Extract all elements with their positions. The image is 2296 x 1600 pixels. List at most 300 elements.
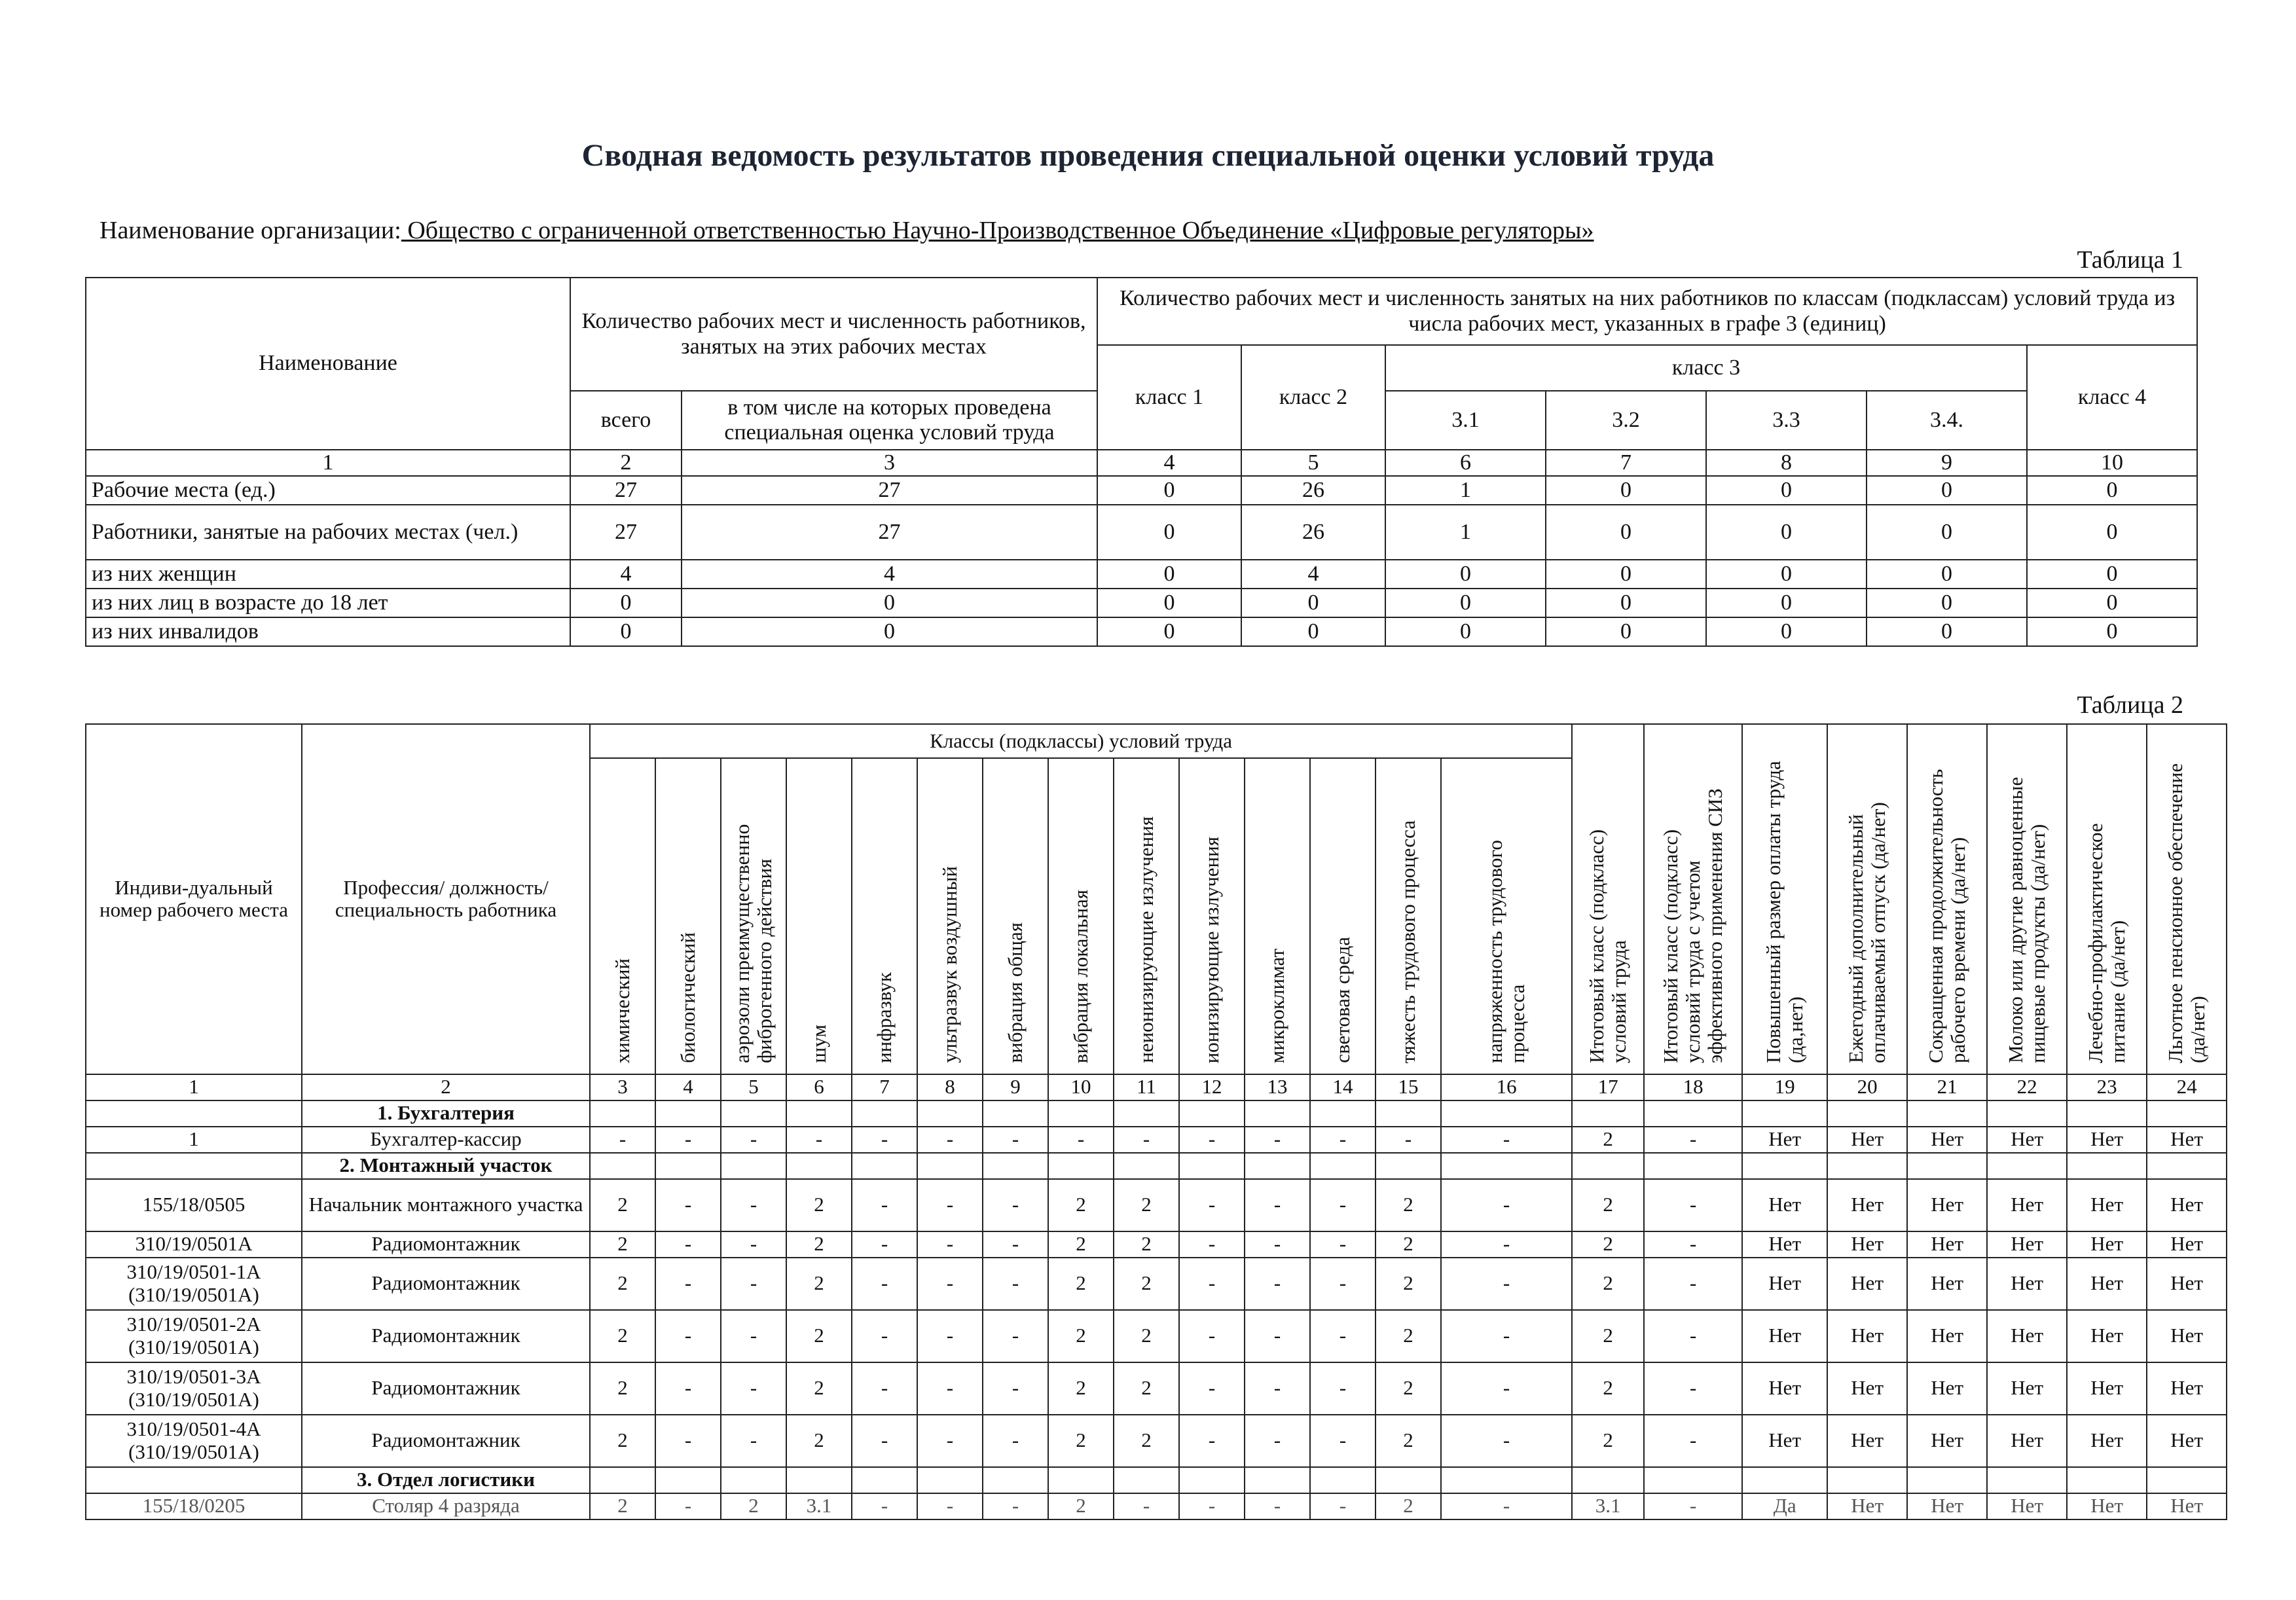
empty-cell [1114,1153,1179,1179]
empty-cell [1179,1467,1245,1493]
column-number: 3 [682,450,1097,476]
cell-value: - [1644,1127,1742,1153]
table-row [86,476,2197,505]
cell-value: Нет [1742,1310,1827,1362]
cell-value: - [983,1415,1048,1467]
empty-cell [2147,1153,2227,1179]
cell-value: Нет [1907,1362,1987,1415]
cell-value: 2 [721,1493,786,1519]
profession: Бухгалтер-кассир [302,1127,590,1153]
row-label: из них лиц в возрасте до 18 лет [86,589,570,617]
table-row [86,1179,2227,1231]
column-number: 11 [1114,1074,1179,1100]
column-number: 5 [1241,450,1385,476]
cell-value: 2 [1048,1415,1114,1467]
cell-value: 0 [2027,560,2197,589]
table2-caption: Таблица 2 [2077,691,2183,719]
section-row [86,1153,2227,1179]
cell-value: - [655,1179,721,1231]
empty-cell [1310,1153,1376,1179]
cell-value: - [655,1493,721,1519]
table-row [86,1231,2227,1258]
empty-cell [1310,1467,1376,1493]
empty-cell [786,1467,852,1493]
empty-cell [917,1100,983,1127]
cell-value: 0 [2027,617,2197,646]
cell-value: - [1114,1127,1179,1153]
cell-value: 2 [1572,1362,1644,1415]
factor-label: тяжесть трудового процесса [1396,820,1419,1063]
cell-value: Нет [1907,1493,1987,1519]
column-number: 10 [1048,1074,1114,1100]
empty-cell [1742,1153,1827,1179]
factor-label: вибрация локальная [1068,889,1092,1063]
extra-label: Итоговый класс (подкласс) условий труда [1585,829,1631,1063]
extra-label: Сокращенная продолжительность рабочего времени (да/нет) [1924,769,1970,1063]
cell-value: 2 [1376,1493,1441,1519]
page-title: Сводная ведомость результатов проведения специальной оценки условий труда [581,138,1715,173]
cell-value: 0 [1097,589,1241,617]
cell-value: - [1644,1310,1742,1362]
empty-cell [917,1467,983,1493]
cell-value: 4 [682,560,1097,589]
extra-label: Льготное пенсионное обеспечение (да/нет) [2164,763,2210,1063]
cell-value: 2 [1048,1258,1114,1310]
header-class3: класс 3 [1385,345,2027,391]
empty-cell [786,1100,852,1127]
cell-value: - [1179,1231,1245,1258]
cell-value: 2 [590,1415,655,1467]
cell-value: Нет [1827,1362,1907,1415]
cell-value: - [655,1415,721,1467]
cell-value: - [655,1310,721,1362]
header-factor [1376,758,1441,1074]
cell-value: Нет [1827,1415,1907,1467]
empty-cell [1827,1153,1907,1179]
table1-caption: Таблица 1 [2077,246,2183,274]
factor-label: инфразвук [872,972,896,1063]
empty-cell [1048,1153,1114,1179]
cell-value: - [1245,1493,1310,1519]
column-number: 18 [1644,1074,1742,1100]
workplace-id: 155/18/0505 [86,1179,302,1231]
empty-cell [1742,1100,1827,1127]
header-extra [1827,724,1907,1074]
column-number: 8 [917,1074,983,1100]
cell-value: Нет [2147,1231,2227,1258]
empty-cell [852,1100,917,1127]
factor-label: биологический [676,932,699,1063]
cell-value: - [1310,1127,1376,1153]
cell-value: Нет [1907,1179,1987,1231]
cell-value: Нет [1827,1231,1907,1258]
cell-value: - [1179,1258,1245,1310]
profession: Радиомонтажник [302,1310,590,1362]
cell-value: 4 [570,560,682,589]
header-name: Наименование [86,278,570,450]
cell-value: 0 [1385,617,1546,646]
empty-cell [1907,1467,1987,1493]
cell-value: - [721,1258,786,1310]
empty-cell [1376,1153,1441,1179]
empty-cell [590,1467,655,1493]
cell-value: Нет [1907,1231,1987,1258]
cell-value: 0 [1706,617,1867,646]
empty-cell [983,1153,1048,1179]
empty-cell [1572,1100,1644,1127]
cell-value: 2 [1114,1310,1179,1362]
empty-cell [786,1153,852,1179]
cell-value: Нет [2147,1127,2227,1153]
column-number: 12 [1179,1074,1245,1100]
cell-value: - [1644,1415,1742,1467]
cell-value: 27 [570,505,682,560]
cell-value: 0 [1546,617,1706,646]
cell-value: 0 [1546,589,1706,617]
cell-value: - [852,1310,917,1362]
column-number: 7 [852,1074,917,1100]
cell-value: - [1441,1310,1572,1362]
column-number: 16 [1441,1074,1572,1100]
cell-value: - [1644,1179,1742,1231]
cell-value: 2 [1572,1415,1644,1467]
cell-value: 0 [1706,476,1867,505]
cell-value: Нет [1827,1127,1907,1153]
factor-label: химический [610,958,634,1063]
cell-value: Нет [1742,1179,1827,1231]
profession: Столяр 4 разряда [302,1493,590,1519]
column-number: 6 [1385,450,1546,476]
cell-value: - [721,1415,786,1467]
cell-value: 2 [1572,1127,1644,1153]
header-factor [1245,758,1310,1074]
table-row [86,1415,2227,1467]
cell-value: - [786,1127,852,1153]
cell-value: - [655,1258,721,1310]
cell-value: Нет [1907,1310,1987,1362]
empty-cell [2147,1100,2227,1127]
empty-cell [86,1153,302,1179]
profession: Радиомонтажник [302,1258,590,1310]
header-total: всего [570,391,682,450]
cell-value: - [1310,1258,1376,1310]
cell-value: Нет [1742,1415,1827,1467]
cell-value: 0 [1546,560,1706,589]
section-title: 1. Бухгалтерия [302,1100,590,1127]
header-factor [721,758,786,1074]
cell-value: - [721,1127,786,1153]
column-number: 22 [1987,1074,2067,1100]
empty-cell [721,1153,786,1179]
workplace-id: 310/19/0501-3А (310/19/0501А) [86,1362,302,1415]
cell-value: - [1310,1310,1376,1362]
cell-value: 2 [1572,1258,1644,1310]
cell-value: - [1179,1415,1245,1467]
cell-value: 27 [682,476,1097,505]
empty-cell [1644,1153,1742,1179]
column-number: 13 [1245,1074,1310,1100]
cell-value: Нет [2067,1415,2147,1467]
header-factor [1441,758,1572,1074]
empty-cell [1245,1100,1310,1127]
section-title: 2. Монтажный участок [302,1153,590,1179]
cell-value: 2 [1376,1415,1441,1467]
cell-value: - [655,1231,721,1258]
cell-value: 2 [1376,1231,1441,1258]
cell-value: Нет [1987,1362,2067,1415]
table-row [86,1362,2227,1415]
cell-value: 0 [1706,560,1867,589]
empty-cell [2067,1100,2147,1127]
cell-value: - [983,1310,1048,1362]
empty-cell [1310,1100,1376,1127]
header-evaluated: в том числе на которых проведена специальная оценка условий труда [682,391,1097,450]
cell-value: - [1245,1415,1310,1467]
cell-value: Нет [1742,1127,1827,1153]
cell-value: Нет [1827,1179,1907,1231]
cell-value: 2 [1114,1258,1179,1310]
extra-label: Лечебно-профилактическое питание (да/нет) [2084,823,2130,1063]
empty-cell [1245,1467,1310,1493]
header-extra [2067,724,2147,1074]
empty-cell [1827,1467,1907,1493]
cell-value: - [1376,1127,1441,1153]
column-number: 9 [983,1074,1048,1100]
cell-value: 0 [1385,589,1546,617]
cell-value: Нет [2067,1179,2147,1231]
cell-value: - [983,1258,1048,1310]
cell-value: Нет [2147,1493,2227,1519]
cell-value: 3.1 [1572,1493,1644,1519]
profession: Радиомонтажник [302,1231,590,1258]
cell-value: 1 [1385,505,1546,560]
table-row [86,1127,2227,1153]
empty-cell [1907,1153,1987,1179]
empty-cell [1742,1467,1827,1493]
cell-value: - [917,1231,983,1258]
cell-value: 27 [682,505,1097,560]
empty-cell [721,1467,786,1493]
cell-value: 2 [1048,1310,1114,1362]
cell-value: - [1179,1362,1245,1415]
header-extra [1644,724,1742,1074]
organization-label: Наименование организации: [100,217,401,244]
cell-value: - [1644,1362,1742,1415]
section-row [86,1100,2227,1127]
header-count: Количество рабочих мест и численность работников, занятых на этих рабочих местах [570,278,1097,391]
cell-value: - [1114,1493,1179,1519]
factor-label: напряженность трудового процесса [1483,840,1529,1063]
header-factor [655,758,721,1074]
empty-cell [1644,1467,1742,1493]
cell-value: Нет [1987,1127,2067,1153]
cell-value: Нет [2067,1493,2147,1519]
cell-value: - [983,1127,1048,1153]
cell-value: 2 [1048,1179,1114,1231]
cell-value: 0 [1385,560,1546,589]
cell-value: - [1245,1258,1310,1310]
cell-value: 2 [1114,1362,1179,1415]
cell-value: 2 [786,1362,852,1415]
workplace-id: 310/19/0501-2А (310/19/0501А) [86,1310,302,1362]
header-classes: Классы (подклассы) условий труда [590,724,1572,758]
cell-value: - [852,1415,917,1467]
empty-cell [1245,1153,1310,1179]
row-label: Работники, занятые на рабочих местах (чел.) [86,505,570,560]
column-number: 21 [1907,1074,1987,1100]
empty-cell [1644,1100,1742,1127]
header-class2: класс 2 [1241,345,1385,450]
empty-cell [1441,1467,1572,1493]
empty-cell [655,1467,721,1493]
cell-value: Нет [1742,1362,1827,1415]
cell-value: Нет [2147,1258,2227,1310]
cell-value: - [655,1362,721,1415]
cell-value: 2 [786,1310,852,1362]
cell-value: - [655,1127,721,1153]
cell-value: 0 [1867,505,2027,560]
empty-cell [1441,1153,1572,1179]
column-number: 20 [1827,1074,1907,1100]
cell-value: Нет [1907,1258,1987,1310]
cell-value: 0 [1706,589,1867,617]
empty-cell [1987,1153,2067,1179]
column-number: 6 [786,1074,852,1100]
empty-cell [1179,1153,1245,1179]
cell-value: - [721,1310,786,1362]
column-number: 14 [1310,1074,1376,1100]
cell-value: - [917,1127,983,1153]
column-number: 19 [1742,1074,1827,1100]
empty-cell [917,1153,983,1179]
factor-label: ультразвук воздушный [938,866,961,1063]
cell-value: 0 [570,617,682,646]
factor-label: ионизирующие излучения [1199,836,1223,1063]
cell-value: 0 [1097,617,1241,646]
cell-value: 0 [2027,505,2197,560]
cell-value: - [917,1258,983,1310]
empty-cell [2067,1153,2147,1179]
header-factor [852,758,917,1074]
row-label: из них женщин [86,560,570,589]
cell-value: 2 [590,1362,655,1415]
cell-value: 0 [1241,589,1385,617]
cell-value: 2 [786,1415,852,1467]
extra-label: Ежегодный дополнительный оплачиваемый отпуск (да/нет) [1844,802,1890,1063]
cell-value: 2 [1376,1310,1441,1362]
cell-value: 26 [1241,476,1385,505]
header-factor [590,758,655,1074]
header-extra [2147,724,2227,1074]
empty-cell [1376,1467,1441,1493]
cell-value: Нет [2067,1258,2147,1310]
cell-value: - [1310,1415,1376,1467]
workplace-id: 1 [86,1127,302,1153]
cell-value: Нет [2067,1231,2147,1258]
cell-value: 0 [682,589,1097,617]
row-label: из них инвалидов [86,617,570,646]
empty-cell [1376,1100,1441,1127]
cell-value: Нет [1907,1127,1987,1153]
cell-value: - [1644,1231,1742,1258]
cell-value: 2 [1048,1231,1114,1258]
cell-value: 0 [1097,505,1241,560]
cell-value: Нет [1827,1310,1907,1362]
cell-value: 2 [1572,1310,1644,1362]
empty-cell [1827,1100,1907,1127]
cell-value: - [917,1179,983,1231]
cell-value: 0 [570,589,682,617]
header-extra [1742,724,1827,1074]
cell-value: 2 [1048,1493,1114,1519]
cell-value: Нет [1827,1258,1907,1310]
cell-value: Нет [2067,1127,2147,1153]
cell-value: - [721,1362,786,1415]
cell-value: Нет [1742,1258,1827,1310]
cell-value: 0 [1097,560,1241,589]
cell-value: 0 [1241,617,1385,646]
column-number: 24 [2147,1074,2227,1100]
cell-value: - [983,1493,1048,1519]
header-extra [1907,724,1987,1074]
empty-cell [983,1100,1048,1127]
empty-cell [1907,1100,1987,1127]
header-extra [1572,724,1644,1074]
cell-value: 3.1 [786,1493,852,1519]
cell-value: 2 [1114,1179,1179,1231]
factor-label: световая среда [1330,937,1354,1063]
workplace-id: 155/18/0205 [86,1493,302,1519]
column-number: 2 [302,1074,590,1100]
cell-value: - [721,1179,786,1231]
table-row [86,505,2197,560]
header-class-3-1: 3.1 [1385,391,1546,450]
cell-value: - [917,1310,983,1362]
column-number: 4 [655,1074,721,1100]
factor-label: шум [807,1025,830,1063]
header-workplace-id: Индиви-дуальный номер рабочего места [86,724,302,1074]
cell-value: - [1644,1258,1742,1310]
header-profession: Профессия/ должность/ специальность работника [302,724,590,1074]
cell-value: 27 [570,476,682,505]
organization-name: Общество с ограниченной ответственностью Научно-Производственное Объединение «Цифровые регуляторы» [401,217,1594,244]
cell-value: 2 [590,1310,655,1362]
profession: Радиомонтажник [302,1362,590,1415]
cell-value: Нет [1987,1231,2067,1258]
empty-cell [1048,1100,1114,1127]
header-factor [1179,758,1245,1074]
column-number: 15 [1376,1074,1441,1100]
cell-value: - [1310,1362,1376,1415]
cell-value: - [983,1231,1048,1258]
cell-value: 0 [1706,505,1867,560]
empty-cell [721,1100,786,1127]
empty-cell [983,1467,1048,1493]
row-label: Рабочие места (ед.) [86,476,570,505]
cell-value: - [983,1179,1048,1231]
cell-value: - [1441,1179,1572,1231]
empty-cell [655,1153,721,1179]
table-row [86,560,2197,589]
empty-cell [1572,1153,1644,1179]
cell-value: - [1179,1493,1245,1519]
profession: Начальник монтажного участка [302,1179,590,1231]
empty-cell [1114,1100,1179,1127]
cell-value: - [1245,1179,1310,1231]
cell-value: - [1179,1310,1245,1362]
section-row [86,1467,2227,1493]
cell-value: 2 [786,1231,852,1258]
